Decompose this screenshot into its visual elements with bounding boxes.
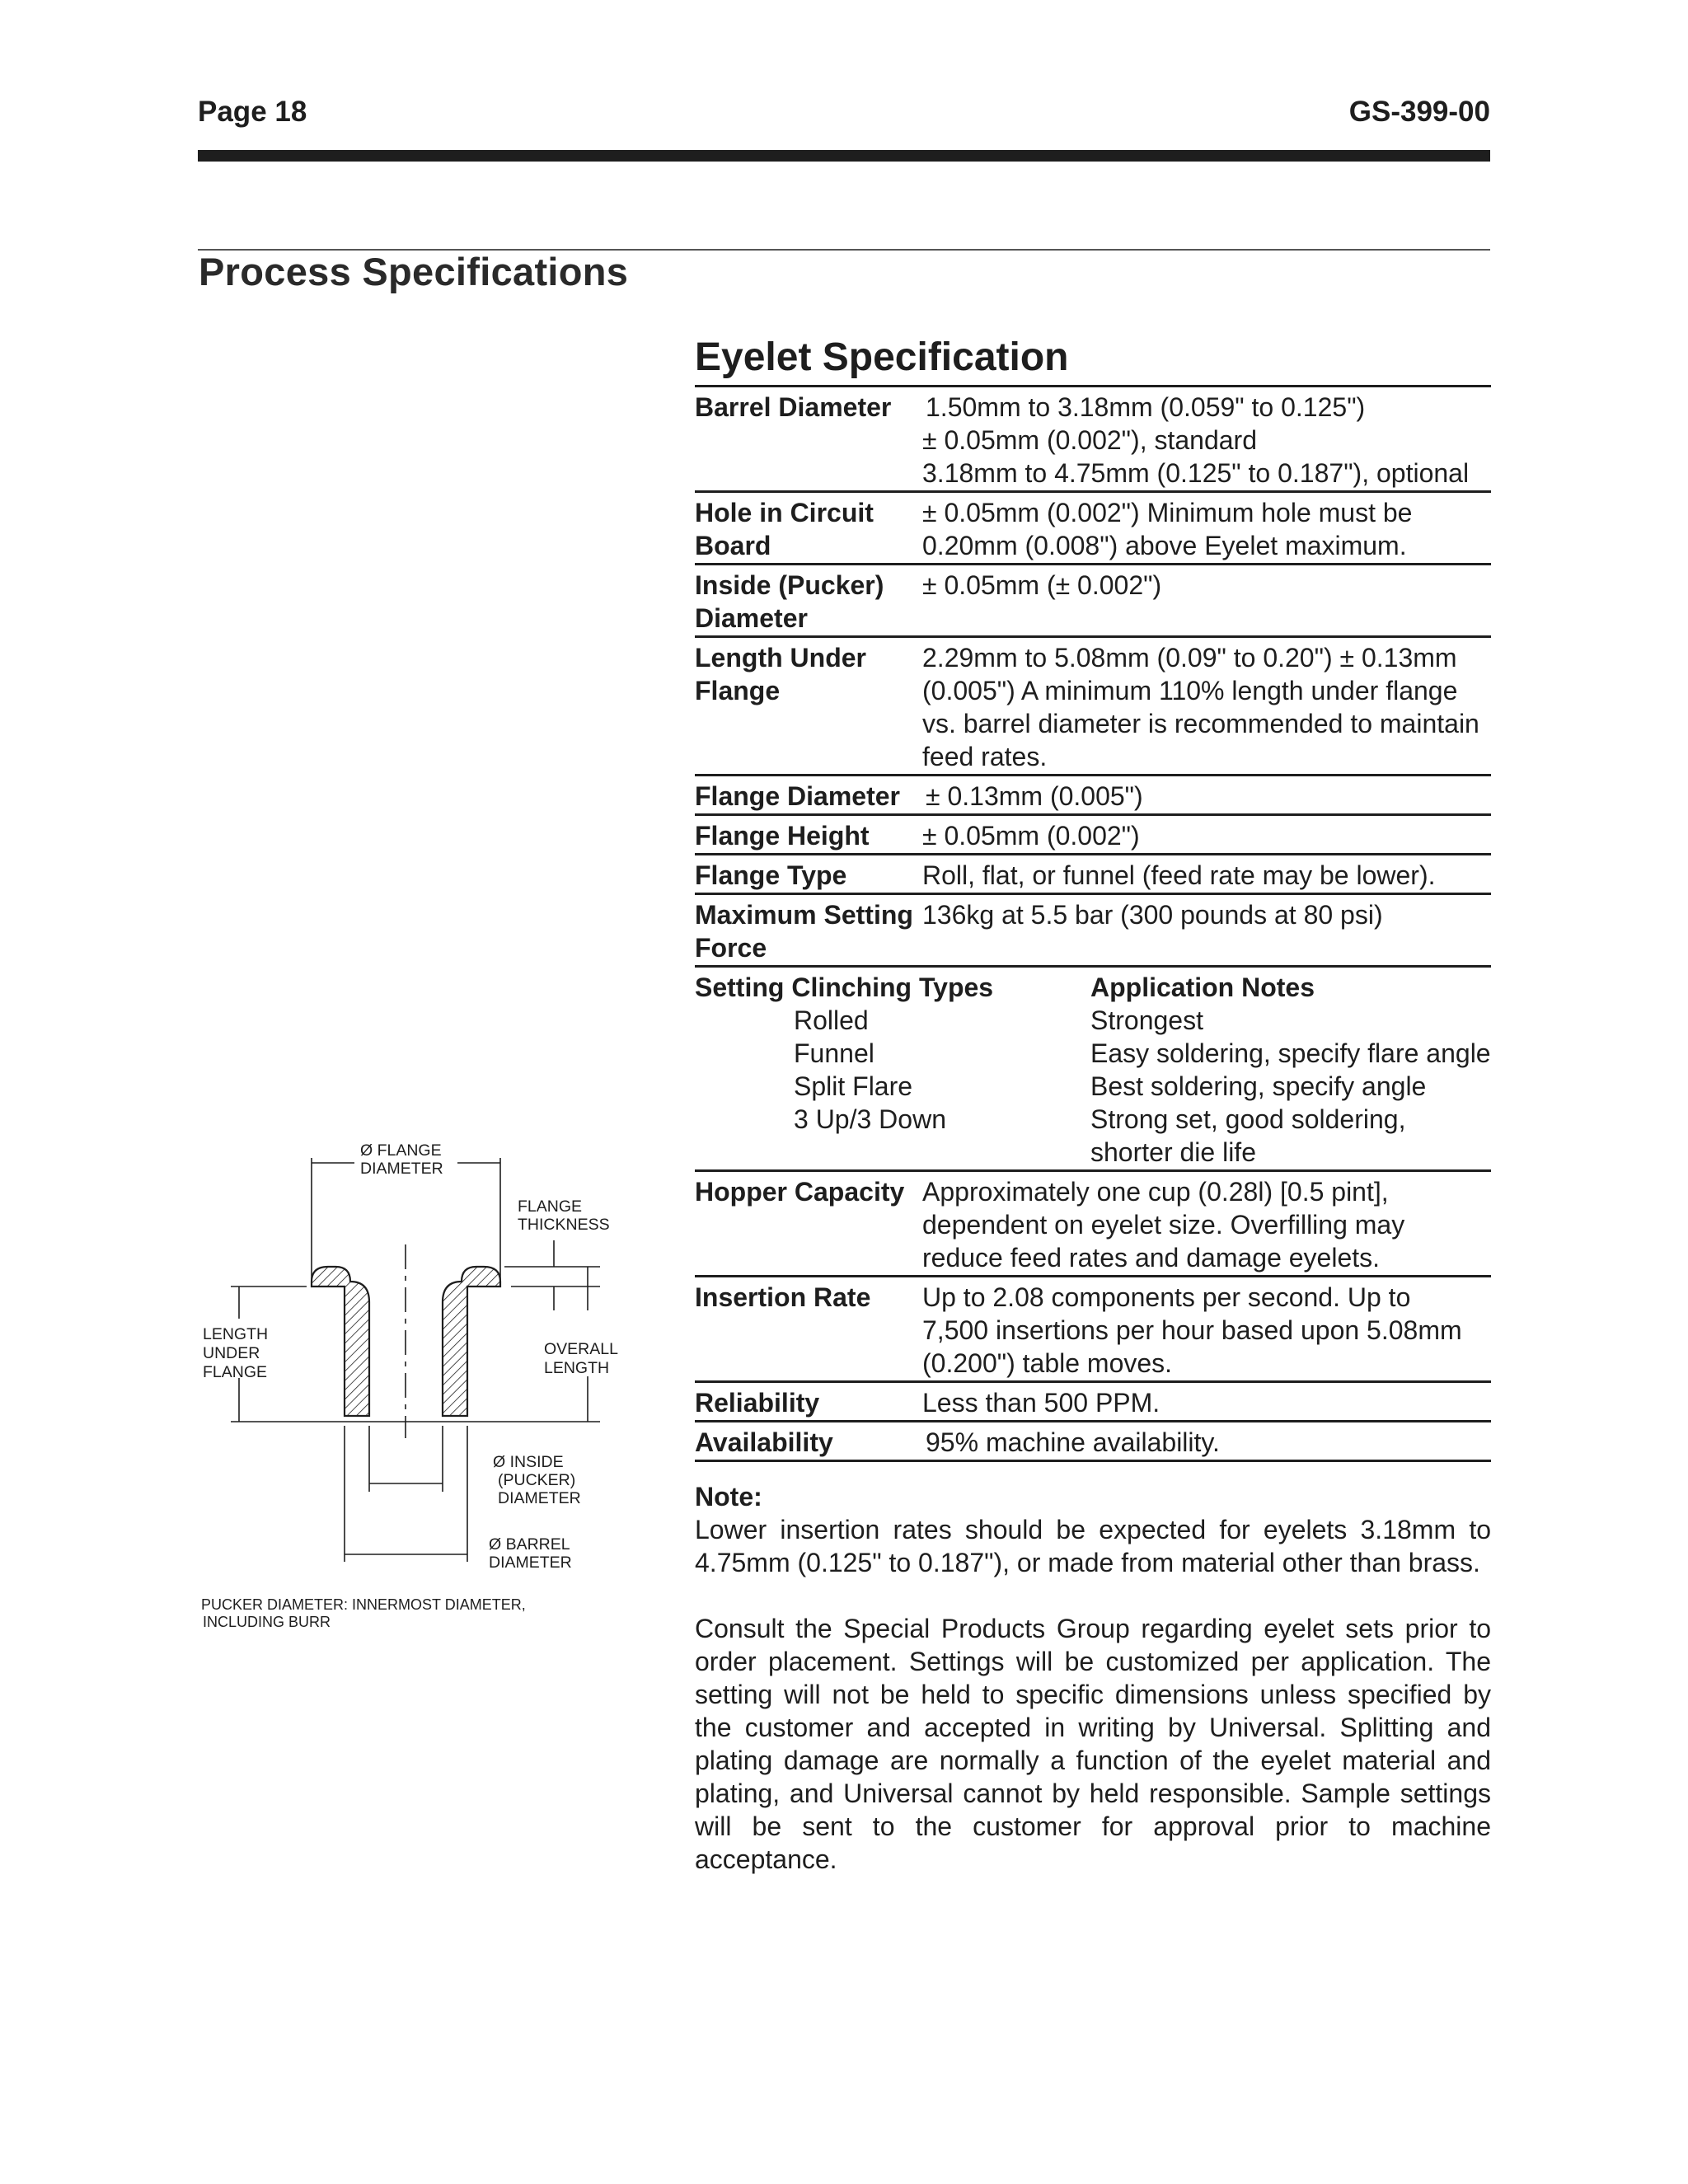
spec-row-maximum-setting-force [695, 895, 1491, 968]
application-note: Easy soldering, specify flare angle [1090, 1038, 1491, 1068]
spec-value: Less than 500 PPM. [922, 1388, 1160, 1418]
spec-value-line: (0.200") table moves. [922, 1348, 1173, 1378]
spec-label [695, 496, 922, 562]
eyelet-specification [695, 332, 1491, 1876]
spec-label: Insertion Rate [695, 1282, 871, 1312]
note-text: Lower insertion rates should be expected for eyelets 3.18mm to 4.75mm (0.125" to 0.187"), or made from material other than brass. [695, 1515, 1491, 1577]
clinching-type: Funnel [794, 1038, 874, 1068]
spec-value-line: reduce feed rates and damage eyelets. [922, 1243, 1381, 1272]
spec-value-line: 2.29mm to 5.08mm (0.09" to 0.20") ± 0.13mm [922, 643, 1457, 673]
spec-value: 136kg at 5.5 bar (300 pounds at 80 psi) [922, 900, 1383, 930]
application-note: shorter die life [1090, 1137, 1256, 1167]
spec-value: 95% machine availability. [926, 1427, 1220, 1457]
spec-row-flange-diameter [695, 776, 1491, 816]
label-length-under-flange: LENGTH UNDER FLANGE [203, 1325, 269, 1381]
clinching-header [695, 971, 1491, 1004]
note-block [695, 1480, 1491, 1579]
spec-row-flange-height [695, 816, 1491, 855]
label-flange-thickness: FLANGE THICKNESS [518, 1197, 610, 1234]
spec-value-line: ± 0.05mm (± 0.002") [922, 570, 1162, 600]
clinching-type: Split Flare [794, 1071, 913, 1101]
spec-value-line: dependent on eyelet size. Overfilling may [922, 1210, 1405, 1240]
spec-value [922, 496, 1491, 562]
clinching-row [695, 1037, 1491, 1070]
spec-label: Barrel Diameter [695, 392, 892, 422]
application-notes-header: Application Notes [1090, 972, 1315, 1002]
label-inside-diameter: Ø INSIDE (PUCKER) DIAMETER [493, 1453, 581, 1507]
spec-value [922, 391, 1491, 490]
clinching-row [695, 1136, 1491, 1169]
clinching-row [695, 1070, 1491, 1103]
spec-value-line: 1.50mm to 3.18mm (0.059" to 0.125") [926, 392, 1366, 422]
spec-value-line: vs. barrel diameter is recommended to maintain [922, 709, 1479, 738]
spec-value [922, 1175, 1491, 1274]
spec-label [695, 641, 922, 773]
application-note: Best soldering, specify angle [1090, 1071, 1427, 1101]
document-id: GS-399-00 [1348, 96, 1490, 128]
spec-label [695, 569, 922, 635]
spec-label: Flange Diameter [695, 781, 900, 811]
label-overall-length: OVERALL LENGTH [544, 1340, 618, 1377]
spec-value-line: 0.20mm (0.008") above Eyelet maximum. [922, 531, 1407, 560]
spec-value-line: ± 0.05mm (0.002") Minimum hole must be [922, 498, 1413, 527]
spec-label-line: Board [695, 531, 771, 560]
spec-value-line: Up to 2.08 components per second. Up to [922, 1282, 1411, 1312]
eyelet-left-wall [312, 1267, 369, 1416]
spec-value: Roll, flat, or funnel (feed rate may be lower). [922, 860, 1436, 890]
spec-label-line: Force [695, 933, 767, 963]
spec-label: Flange Type [695, 860, 847, 890]
spec-title: Eyelet Specification [695, 332, 1491, 387]
spec-label-line: Length Under [695, 643, 866, 673]
spec-label: Reliability [695, 1388, 820, 1418]
spec-row-insertion-rate [695, 1277, 1491, 1383]
spec-row-hole-in-circuit-board [695, 493, 1491, 565]
pucker-footnote: PUCKER DIAMETER: INNERMOST DIAMETER, INCLUDING BURR [201, 1596, 526, 1630]
section-title: Process Specifications [199, 250, 629, 293]
spec-label: Flange Height [695, 821, 870, 851]
label-flange-diameter: Ø FLANGE DIAMETER [360, 1141, 443, 1178]
spec-label-line: Maximum Setting [695, 900, 913, 930]
label-barrel-diameter: Ø BARREL DIAMETER [489, 1535, 572, 1572]
note-title: Note: [695, 1482, 762, 1511]
spec-row-hopper-capacity [695, 1172, 1491, 1277]
clinching-type [695, 1136, 1090, 1169]
spec-value [922, 569, 1491, 635]
spec-label-line: Hole in Circuit [695, 498, 874, 527]
spec-label-line: Flange [695, 676, 781, 705]
spec-value-line: ± 0.05mm (0.002"), standard [922, 425, 1257, 455]
spec-row-barrel-diameter [695, 387, 1491, 493]
clinching-type: 3 Up/3 Down [794, 1104, 946, 1134]
application-note: Strong set, good soldering, [1090, 1104, 1406, 1134]
spec-label: Hopper Capacity [695, 1177, 905, 1207]
spec-value: ± 0.05mm (0.002") [922, 821, 1140, 851]
spec-row-availability [695, 1422, 1491, 1462]
clinching-type: Rolled [794, 1005, 869, 1035]
spec-value-line: feed rates. [922, 742, 1048, 771]
application-note: Strongest [1090, 1005, 1203, 1035]
clinching-row [695, 1103, 1491, 1136]
spec-row-flange-type [695, 855, 1491, 895]
spec-row-length-under-flange [695, 638, 1491, 776]
spec-value [922, 641, 1491, 773]
clinching-row [695, 1004, 1491, 1037]
spec-label [695, 898, 922, 964]
spec-row-inside-diameter [695, 565, 1491, 638]
spec-value [922, 1281, 1491, 1380]
spec-label-line: Inside (Pucker) [695, 570, 884, 600]
clinching-types-header: Setting Clinching Types [695, 972, 994, 1002]
spec-value: ± 0.13mm (0.005") [926, 781, 1143, 811]
eyelet-right-wall [443, 1267, 500, 1416]
spec-value-line: (0.005") A minimum 110% length under flange [922, 676, 1458, 705]
spec-label: Availability [695, 1427, 833, 1457]
consult-paragraph: Consult the Special Products Group regarding eyelet sets prior to order placement. Settings will be customized per application. The setting will not be held to specific dimensions unless specified by the customer and accepted in writing by Universal. Splitting and plating damage are normally a function of the eyelet material and plating, and Universal cannot by held responsible. Sample settings will be sent to the customer for approval prior to machine acceptance. [695, 1614, 1491, 1874]
spec-value-line: 7,500 insertions per hour based upon 5.08mm [922, 1315, 1462, 1345]
clinching-types-table [695, 968, 1491, 1172]
page-number: Page 18 [198, 96, 307, 128]
eyelet-dimension-diagram [0, 0, 659, 1648]
spec-label-line: Diameter [695, 603, 808, 633]
spec-value-line: 3.18mm to 4.75mm (0.125" to 0.187"), optional [922, 458, 1470, 488]
spec-row-reliability [695, 1383, 1491, 1422]
spec-value-line: Approximately one cup (0.28l) [0.5 pint], [922, 1177, 1389, 1207]
